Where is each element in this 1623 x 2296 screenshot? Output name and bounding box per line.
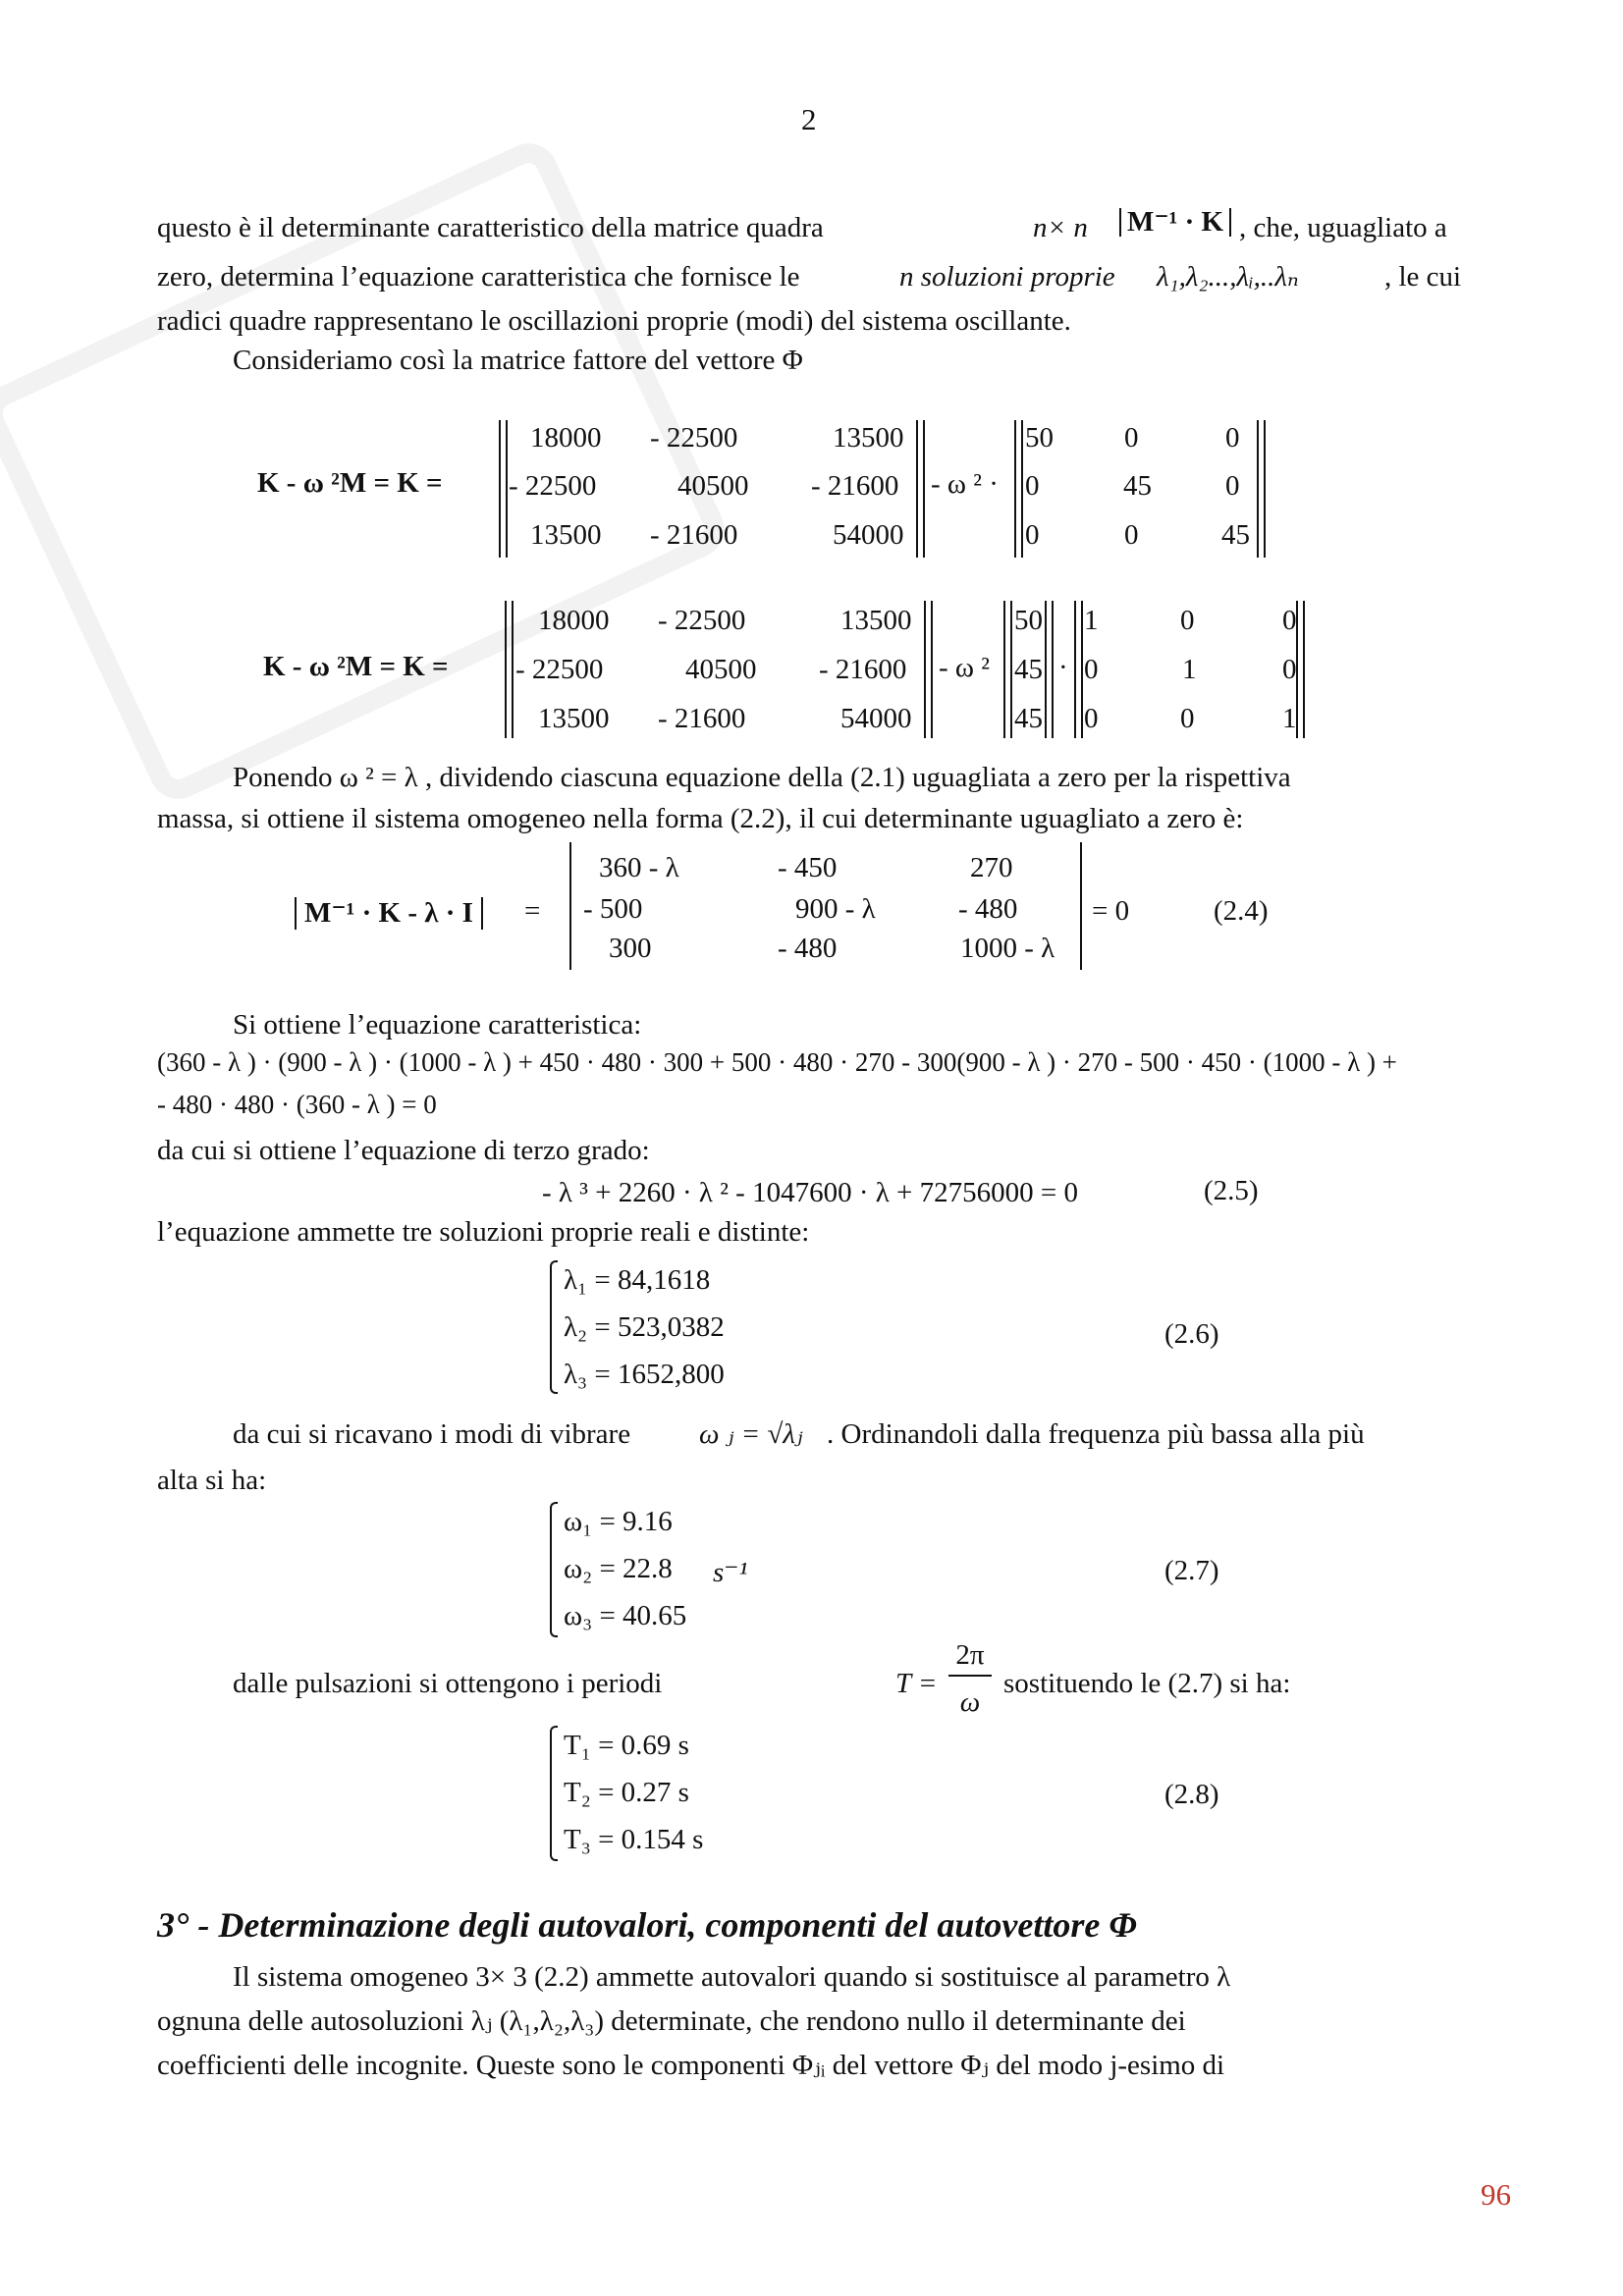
page-number-bottom: 96 — [1481, 2177, 1511, 2212]
eq1-m-r3c1: 0 — [1025, 519, 1040, 551]
para1-line3: radici quadre rappresentano le oscillazioni proprie (modi) del sistema oscillante. — [157, 305, 1071, 337]
para5-line1-end: sostituendo le (2.7) si ha: — [1003, 1668, 1291, 1699]
eq2-i-r2c2: 1 — [1182, 654, 1197, 685]
eq1-lhs: K - ω ²M = K = — [257, 467, 443, 499]
eq2-mcol-left-bar — [1003, 601, 1005, 738]
eq2-k-r3c1: 13500 — [538, 703, 610, 734]
eq3-r3c3: 1000 - λ — [960, 933, 1055, 964]
eq6-brace — [550, 1260, 558, 1394]
n-soluzioni-proprie: n soluzioni proprie — [899, 261, 1115, 293]
para2-line1: Ponendo ω ² = λ , dividendo ciascuna equazione della (2.1) uguagliata a zero per la rispettiva — [233, 762, 1291, 793]
eq2-lhs: K - ω ²M = K = — [263, 651, 449, 682]
eq1-m-right-bar — [1257, 420, 1259, 558]
eq2-k-r3c2: - 21600 — [658, 703, 746, 734]
eq1-m-left-bar2 — [1021, 420, 1023, 558]
eq2-i-r1c1: 1 — [1084, 605, 1099, 636]
eq1-m-r3c2: 0 — [1124, 519, 1139, 551]
para1-line4: Consideriamo così la matrice fattore del vettore Φ — [233, 345, 803, 376]
eq3-r1c2: - 450 — [778, 852, 838, 883]
para1-line1-end: , che, uguagliato a — [1239, 212, 1447, 243]
lambdas: λ₁,λ₂...,λᵢ,..λₙ — [1157, 261, 1299, 293]
cubic-equation: - λ ³ + 2260 · λ ² - 1047600 · λ + 72756000 = 0 — [542, 1177, 1079, 1208]
eq2-dot: · — [1058, 652, 1068, 683]
page-number-top: 2 — [801, 102, 817, 136]
eq1-k-r1c2: - 22500 — [650, 422, 738, 454]
eq3-r2c3: - 480 — [958, 893, 1018, 925]
eq3-r2c1: - 500 — [583, 893, 643, 925]
para3-line2: da cui si ottiene l’equazione di terzo grado: — [157, 1135, 650, 1166]
eq6-label: (2.6) — [1164, 1318, 1219, 1350]
eq8-row3: T₃ = 0.154 s — [564, 1824, 704, 1855]
eq8-label: (2.8) — [1164, 1779, 1219, 1810]
omega-j-formula: ω ⱼ = √λⱼ — [699, 1418, 803, 1450]
para5-line1: dalle pulsazioni si ottengono i periodi — [233, 1668, 663, 1699]
eq3-right-bar — [1080, 842, 1082, 970]
eq2-k-left-bar — [505, 601, 507, 738]
eq1-m-r2c3: 0 — [1225, 470, 1240, 502]
eq2-i-left-bar — [1074, 601, 1076, 738]
eq7-row1: ω₁ = 9.16 — [564, 1506, 673, 1537]
T-eq: T = — [895, 1668, 938, 1699]
eq2-mcol-r3: 45 — [1014, 703, 1043, 734]
eq6-row3: λ₃ = 1652,800 — [564, 1359, 725, 1390]
eq2-i-right-bar — [1296, 601, 1298, 738]
eq1-k-r3c2: - 21600 — [650, 519, 738, 551]
T-denominator: ω — [959, 1686, 981, 1718]
eq2-k-right-bar2 — [931, 601, 933, 738]
T-numerator: 2π — [955, 1639, 985, 1671]
para4-line1-end: . Ordinandoli dalla frequenza più bassa alla più — [827, 1418, 1365, 1450]
eq1-m-left-bar — [1014, 420, 1016, 558]
eq2-mcol-right-bar2 — [1052, 601, 1054, 738]
para3-eq-line2: - 480 · 480 · (360 - λ ) = 0 — [157, 1090, 437, 1119]
eq2-i-r1c3: 0 — [1282, 605, 1297, 636]
para6-line1: Il sistema omogeneo 3× 3 (2.2) ammette autovalori quando si sostituisce al parametro λ — [233, 1961, 1231, 1993]
eq3-label: (2.4) — [1214, 895, 1269, 927]
eq6-row2: λ₂ = 523,0382 — [564, 1311, 725, 1343]
eq7-unit: s⁻¹ — [713, 1557, 748, 1588]
eq1-k-r2c2: 40500 — [677, 470, 749, 502]
eq8-row1: T₁ = 0.69 s — [564, 1730, 689, 1761]
eq3-rhs: = 0 — [1092, 895, 1130, 927]
eq1-m-r2c1: 0 — [1025, 470, 1040, 502]
fraction-bar — [948, 1675, 992, 1677]
eq1-k-r1c3: 13500 — [833, 422, 904, 454]
eq1-k-r1c1: 18000 — [530, 422, 602, 454]
para2-line2: massa, si ottiene il sistema omogeneo nella forma (2.2), il cui determinante uguagliato a zero è: — [157, 803, 1244, 834]
para4-line2: alta si ha: — [157, 1465, 267, 1496]
eq2-k-right-bar — [924, 601, 926, 738]
eq7-brace — [550, 1502, 558, 1637]
eq1-k-right-bar2 — [923, 420, 925, 558]
eq2-k-r3c3: 54000 — [840, 703, 912, 734]
para1-line2-end: , le cui — [1384, 261, 1462, 293]
eq1-m-right-bar2 — [1264, 420, 1266, 558]
eq2-i-right-bar2 — [1303, 601, 1305, 738]
eq2-mcol-left-bar2 — [1010, 601, 1012, 738]
eq3-r3c2: - 480 — [778, 933, 838, 964]
eq1-mid: - ω ² · — [931, 468, 999, 500]
eq3-r1c1: 360 - λ — [599, 852, 679, 883]
eq1-k-r3c3: 54000 — [833, 519, 904, 551]
eq1-k-right-bar — [916, 420, 918, 558]
eq7-row3: ω₃ = 40.65 — [564, 1600, 687, 1631]
eq2-i-left-bar2 — [1081, 601, 1083, 738]
eq3-r3c1: 300 — [609, 933, 652, 964]
para3-line3: l’equazione ammette tre soluzioni proprie reali e distinte: — [157, 1216, 810, 1248]
matrix-m-inv-k: M⁻¹ · K — [1119, 208, 1231, 237]
para6-line3: coefficienti delle incognite. Queste sono le componenti Φⱼᵢ del vettore Φⱼ del modo j-esimo di — [157, 2050, 1225, 2081]
eq1-m-r1c1: 50 — [1025, 422, 1054, 454]
eq1-k-left-bar — [499, 420, 501, 558]
eq2-i-r2c3: 0 — [1282, 654, 1297, 685]
para6-line2: ognuna delle autosoluzioni λⱼ (λ₁,λ₂,λ₃) determinate, che rendono nullo il determinante dei — [157, 2005, 1186, 2037]
eq8-brace — [550, 1726, 558, 1861]
eq2-k-r2c3: - 21600 — [819, 654, 907, 685]
eq2-i-r3c3: 1 — [1282, 703, 1297, 734]
eq2-k-r1c3: 13500 — [840, 605, 912, 636]
eq2-i-r3c2: 0 — [1180, 703, 1195, 734]
eq1-m-r1c3: 0 — [1225, 422, 1240, 454]
eq2-k-r1c1: 18000 — [538, 605, 610, 636]
para3-line1: Si ottiene l’equazione caratteristica: — [233, 1009, 642, 1041]
eq2-k-r2c1: - 22500 — [515, 654, 604, 685]
eq3-r1c3: 270 — [970, 852, 1013, 883]
eq8-row2: T₂ = 0.27 s — [564, 1777, 689, 1808]
cubic-label: (2.5) — [1204, 1175, 1259, 1206]
eq1-k-r3c1: 13500 — [530, 519, 602, 551]
eq3-equals: = — [524, 895, 541, 927]
eq2-k-r1c2: - 22500 — [658, 605, 746, 636]
eq2-mid: - ω ² — [939, 652, 990, 683]
eq1-k-left-bar2 — [506, 420, 508, 558]
section-heading: 3° - Determinazione degli autovalori, componenti del autovettore Φ — [157, 1905, 1137, 1945]
para1-line2: zero, determina l’equazione caratteristica che fornisce le — [157, 261, 800, 293]
eq2-i-r1c2: 0 — [1180, 605, 1195, 636]
eq2-i-r2c1: 0 — [1084, 654, 1099, 685]
eq1-k-r2c1: - 22500 — [509, 470, 597, 502]
para4-line1-start: da cui si ricavano i modi di vibrare — [233, 1418, 631, 1450]
eq1-k-r2c3: - 21600 — [811, 470, 899, 502]
nxn-label: n× n — [1033, 212, 1088, 243]
para1-line1-start: questo è il determinante caratteristico della matrice quadra — [157, 212, 824, 243]
eq1-m-r3c3: 45 — [1221, 519, 1250, 551]
eq7-row2: ω₂ = 22.8 — [564, 1553, 673, 1584]
eq7-label: (2.7) — [1164, 1555, 1219, 1586]
eq6-row1: λ₁ = 84,1618 — [564, 1264, 711, 1296]
eq2-k-left-bar2 — [512, 601, 514, 738]
eq2-mcol-r1: 50 — [1014, 605, 1043, 636]
eq2-i-r3c1: 0 — [1084, 703, 1099, 734]
eq2-mcol-right-bar — [1045, 601, 1047, 738]
eq3-left-bar — [569, 842, 571, 970]
eq1-m-r1c2: 0 — [1124, 422, 1139, 454]
eq2-k-r2c2: 40500 — [685, 654, 757, 685]
eq3-lhs: M⁻¹ · K - λ · I — [295, 897, 483, 930]
para3-eq-line1: (360 - λ ) · (900 - λ ) · (1000 - λ ) + 450 · 480 · 300 + 500 · 480 · 270 - 300(900 - λ ) · 270 - 500 · 450 · (1000 - λ ) + — [157, 1047, 1397, 1077]
eq3-r2c2: 900 - λ — [795, 893, 876, 925]
eq2-mcol-r2: 45 — [1014, 654, 1043, 685]
eq1-m-r2c2: 45 — [1123, 470, 1152, 502]
